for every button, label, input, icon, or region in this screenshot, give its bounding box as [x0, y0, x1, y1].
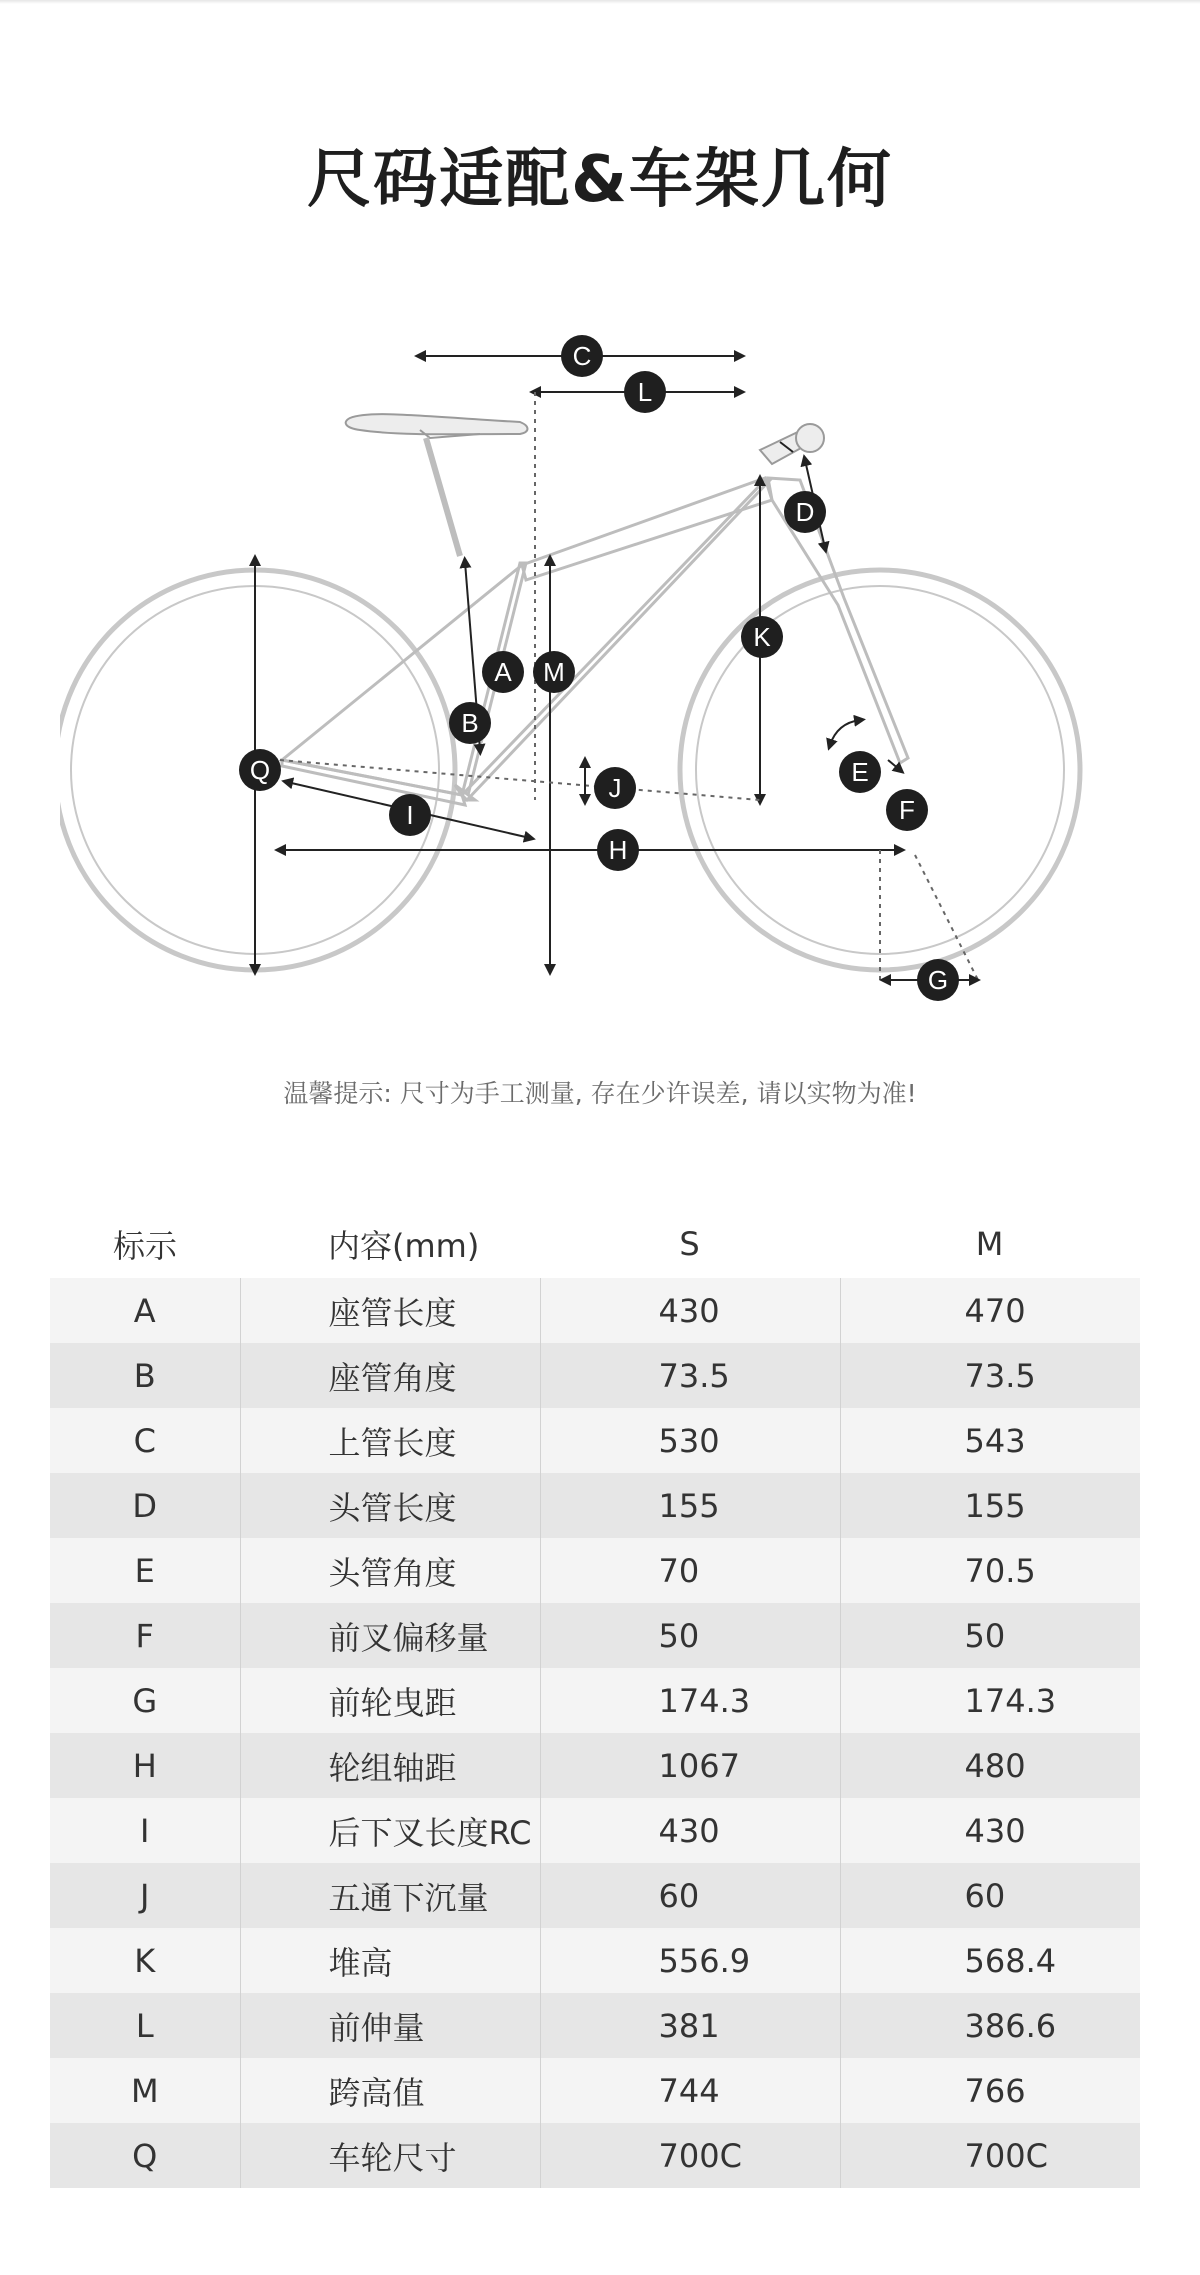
marker-Q: [239, 749, 281, 791]
cell-size-m: 430: [840, 1798, 1140, 1863]
cell-size-s: 556.9: [540, 1928, 840, 1993]
cell-size-s: 1067: [540, 1733, 840, 1798]
header-size-s: S: [540, 1210, 840, 1278]
cell-size-s: 430: [540, 1278, 840, 1343]
svg-text:Q: Q: [249, 755, 271, 785]
table-row: [50, 1733, 1140, 1798]
cell-content: 车轮尺寸: [240, 2123, 540, 2188]
cell-content: 座管长度: [240, 1278, 540, 1343]
saddle: [346, 414, 528, 438]
table-row: [50, 1408, 1140, 1473]
marker-H: [597, 829, 639, 871]
header-size-m: M: [840, 1210, 1140, 1278]
cell-mark: B: [50, 1343, 240, 1408]
cell-mark: L: [50, 1993, 240, 2058]
cell-size-s: 381: [540, 1993, 840, 2058]
marker-L: [624, 371, 666, 413]
measurement-lines: [255, 356, 978, 980]
cell-size-m: 470: [840, 1278, 1140, 1343]
seatpost: [426, 438, 460, 556]
cell-size-s: 60: [540, 1863, 840, 1928]
svg-text:C: C: [572, 341, 592, 371]
marker-D: [784, 491, 826, 533]
table-header-row: [50, 1210, 1140, 1278]
cell-size-m: 766: [840, 2058, 1140, 2123]
cell-size-s: 73.5: [540, 1343, 840, 1408]
table-row: [50, 1668, 1140, 1733]
measurement-tip: 温馨提示: 尺寸为手工测量, 存在少许误差, 请以实物为准!: [283, 1079, 917, 1108]
svg-text:L: L: [637, 377, 653, 407]
table-row: [50, 1798, 1140, 1863]
table-row: [50, 1278, 1140, 1343]
cell-size-m: 70.5: [840, 1538, 1140, 1603]
header-mark: 标示: [50, 1210, 240, 1278]
cell-mark: K: [50, 1928, 240, 1993]
svg-text:D: D: [795, 497, 815, 527]
svg-text:J: J: [608, 773, 622, 803]
svg-text:A: A: [494, 657, 512, 687]
cell-size-m: 568.4: [840, 1928, 1140, 1993]
cell-content: 前伸量: [240, 1993, 540, 2058]
marker-J: [594, 767, 636, 809]
table-row: [50, 1473, 1140, 1538]
svg-text:B: B: [461, 708, 479, 738]
cell-size-m: 50: [840, 1603, 1140, 1668]
cell-mark: H: [50, 1733, 240, 1798]
cell-size-s: 70: [540, 1538, 840, 1603]
cell-content: 上管长度: [240, 1408, 540, 1473]
svg-text:K: K: [753, 622, 771, 652]
table-row: [50, 1993, 1140, 2058]
cell-content: 五通下沉量: [240, 1863, 540, 1928]
cell-content: 头管长度: [240, 1473, 540, 1538]
cell-size-m: 700C: [840, 2123, 1140, 2188]
cell-mark: C: [50, 1408, 240, 1473]
marker-E: [839, 751, 881, 793]
cell-size-m: 174.3: [840, 1668, 1140, 1733]
marker-C: [561, 335, 603, 377]
svg-text:F: F: [899, 795, 915, 825]
cell-size-s: 430: [540, 1798, 840, 1863]
marker-K: [741, 616, 783, 658]
marker-F: [886, 789, 928, 831]
cell-content: 跨高值: [240, 2058, 540, 2123]
cell-content: 轮组轴距: [240, 1733, 540, 1798]
svg-text:E: E: [851, 757, 869, 787]
cell-size-s: 155: [540, 1473, 840, 1538]
cell-mark: E: [50, 1538, 240, 1603]
page-title: 尺码适配&车架几何: [307, 143, 893, 217]
header-content: 内容(mm): [240, 1210, 540, 1278]
svg-text:H: H: [608, 835, 628, 865]
cell-size-m: 155: [840, 1473, 1140, 1538]
marker-I: [389, 794, 431, 836]
cell-size-s: 50: [540, 1603, 840, 1668]
geometry-table: [50, 1210, 1140, 2188]
cell-content: 前轮曳距: [240, 1668, 540, 1733]
stem-bar: [760, 424, 824, 464]
top-divider: [0, 0, 1200, 4]
svg-text:G: G: [927, 965, 949, 995]
table-row: [50, 1603, 1140, 1668]
cell-mark: A: [50, 1278, 240, 1343]
cell-content: 座管角度: [240, 1343, 540, 1408]
cell-size-s: 530: [540, 1408, 840, 1473]
cell-content: 后下叉长度RC: [240, 1798, 540, 1863]
cell-content: 堆高: [240, 1928, 540, 1993]
table-row: [50, 1928, 1140, 1993]
cell-mark: G: [50, 1668, 240, 1733]
cell-mark: M: [50, 2058, 240, 2123]
svg-text:M: M: [543, 657, 565, 687]
table-row: [50, 1538, 1140, 1603]
cell-size-m: 386.6: [840, 1993, 1140, 2058]
cell-mark: I: [50, 1798, 240, 1863]
cell-content: 头管角度: [240, 1538, 540, 1603]
table-row: [50, 1343, 1140, 1408]
marker-G: [917, 959, 959, 1001]
cell-size-m: 60: [840, 1863, 1140, 1928]
cell-size-s: 700C: [540, 2123, 840, 2188]
svg-text:I: I: [406, 800, 414, 830]
cell-size-s: 174.3: [540, 1668, 840, 1733]
cell-size-m: 543: [840, 1408, 1140, 1473]
table-row: [50, 2123, 1140, 2188]
cell-mark: Q: [50, 2123, 240, 2188]
cell-mark: D: [50, 1473, 240, 1538]
cell-content: 前叉偏移量: [240, 1603, 540, 1668]
cell-size-s: 744: [540, 2058, 840, 2123]
cell-size-m: 480: [840, 1733, 1140, 1798]
marker-M: [533, 651, 575, 693]
table-row: [50, 1863, 1140, 1928]
marker-B: [449, 702, 491, 744]
marker-A: [482, 651, 524, 693]
bike-geometry-diagram: [60, 330, 1100, 1030]
cell-mark: J: [50, 1863, 240, 1928]
cell-mark: F: [50, 1603, 240, 1668]
cell-size-m: 73.5: [840, 1343, 1140, 1408]
table-row: [50, 2058, 1140, 2123]
